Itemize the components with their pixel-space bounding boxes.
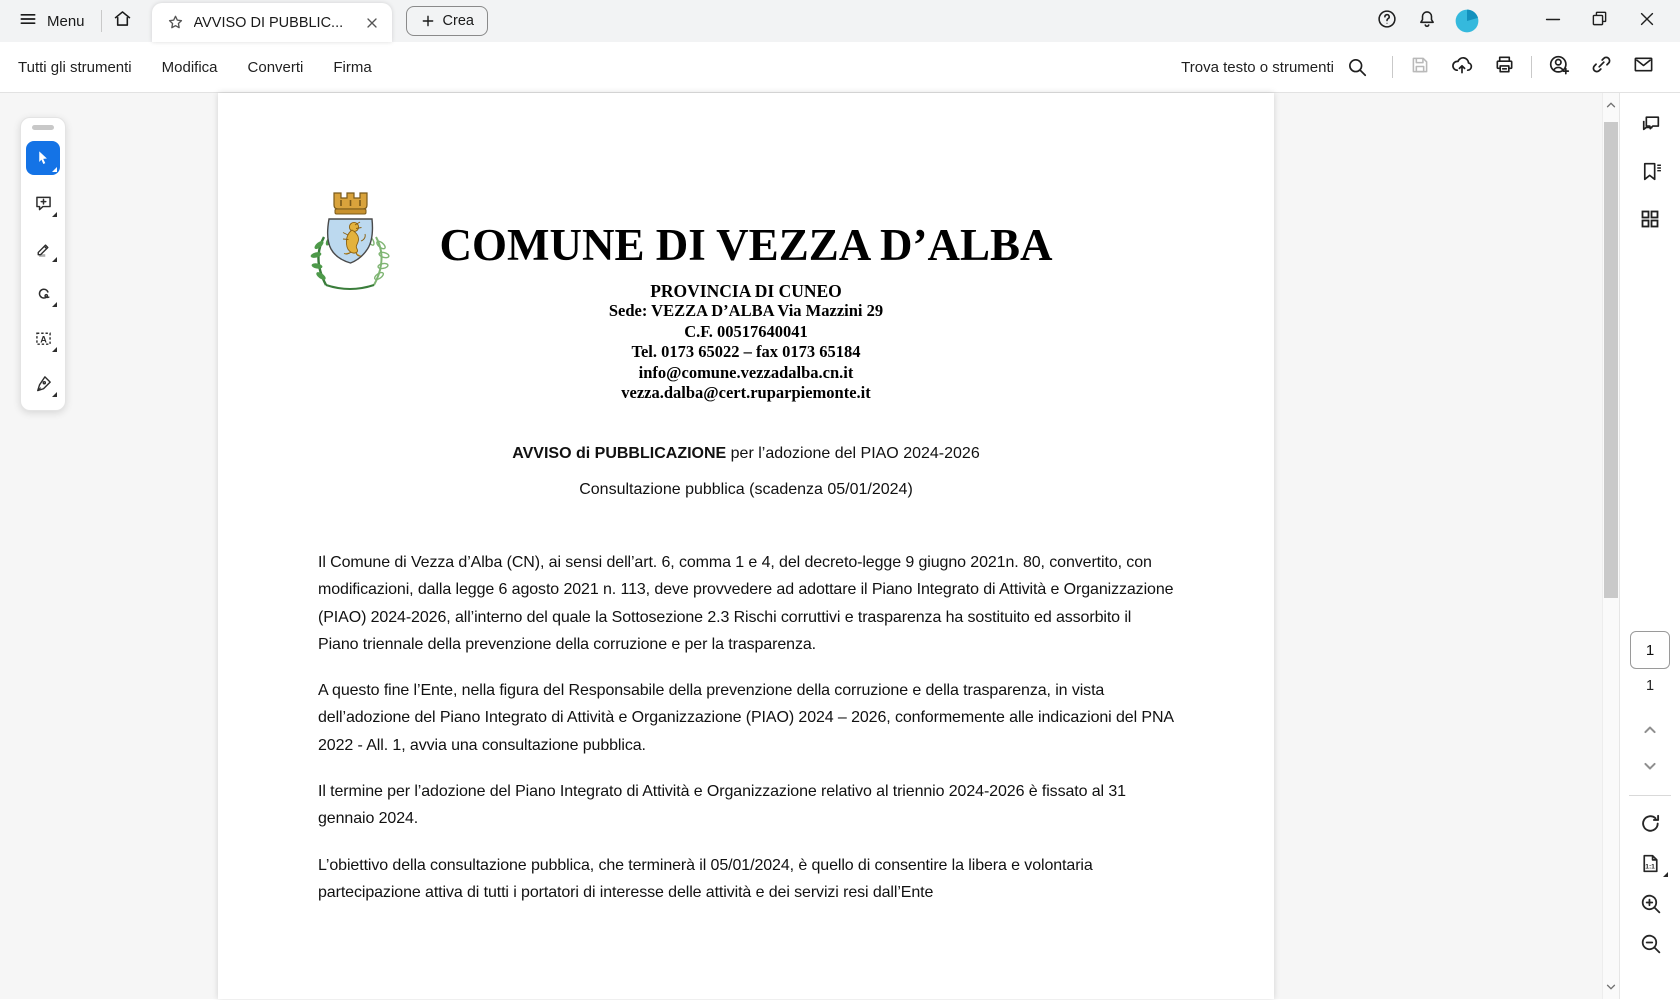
scrollbar-up-button[interactable]	[1603, 98, 1619, 112]
divider	[1629, 795, 1671, 796]
menu-label: Menu	[47, 12, 85, 30]
crea-button[interactable]	[406, 6, 488, 36]
org-fiscal-code: C.F. 00517640041	[684, 321, 808, 341]
document-body	[318, 549, 1174, 925]
page-total: 1	[1645, 678, 1655, 694]
subject-bold: AVVISO di PUBBLICAZIONE	[512, 445, 727, 462]
org-pec: vezza.dalba@cert.ruparpiemonte.it	[621, 383, 871, 403]
right-panel-rail	[1620, 93, 1680, 999]
zoom-out-button[interactable]	[1638, 931, 1663, 956]
tool-submenu-indicator	[1663, 872, 1668, 877]
tab-title: AVVISO DI PUBBLIC...	[193, 14, 344, 31]
menu-modifica[interactable]: Modifica	[161, 58, 218, 76]
window-minimize-button[interactable]	[1529, 8, 1576, 35]
mail-icon	[1632, 53, 1655, 81]
window-restore-button[interactable]	[1576, 8, 1623, 34]
link-icon	[1590, 53, 1613, 81]
quick-tools-palette	[20, 117, 66, 411]
crea-label: Crea	[442, 13, 474, 29]
menu-button[interactable]	[0, 9, 101, 33]
page-thumbnails-icon	[1638, 207, 1662, 236]
actual-size-button[interactable]	[1638, 851, 1663, 876]
document-tab[interactable]	[152, 3, 392, 42]
palette-drag-handle[interactable]	[32, 125, 54, 130]
minimize-icon	[1542, 8, 1564, 35]
bookmarks-panel-button[interactable]	[1635, 161, 1665, 187]
titlebar	[0, 0, 1680, 42]
home-button[interactable]	[102, 8, 144, 34]
rotate-page-button[interactable]	[1638, 811, 1663, 836]
search-icon	[1346, 56, 1368, 78]
print-icon	[1493, 53, 1516, 81]
window-close-button[interactable]	[1623, 9, 1670, 34]
highlight-tool-button[interactable]	[26, 231, 60, 265]
comments-panel-icon	[1638, 112, 1663, 142]
org-email: info@comune.vezzadalba.cn.it	[638, 362, 854, 382]
add-user-button[interactable]	[1538, 53, 1580, 82]
menu-tutti-gli-strumenti[interactable]: Tutti gli strumenti	[18, 58, 132, 76]
document-viewport	[0, 93, 1680, 999]
divider	[1531, 56, 1532, 78]
doc-paragraph: A questo fine l’Ente, nella figura del Responsabile della prevenzione della corruzione e della trasparenza, in vista dell’adozione del Piano Integrato di Attività e Organizzazione (PIAO) 2024 – 2026, conformemente alle indicazioni del PNA 2022 - All. 1, avvia una consultazione pubblica.	[318, 682, 1174, 754]
document-org-details	[218, 281, 1274, 403]
document-subtitle: Consultazione pubblica (scadenza 05/01/2024)	[579, 481, 913, 498]
notifications-button[interactable]	[1407, 8, 1447, 35]
restore-icon	[1589, 8, 1610, 34]
save-icon	[1409, 54, 1431, 81]
page-navigation	[1620, 631, 1680, 956]
scrollbar-thumb[interactable]	[1604, 122, 1618, 598]
tool-submenu-indicator	[52, 302, 57, 307]
document-org-name: COMUNE DI VEZZA D’ALBA	[439, 220, 1053, 270]
close-icon	[1637, 9, 1657, 34]
sign-tool-button[interactable]	[26, 366, 60, 400]
share-link-button[interactable]	[1580, 53, 1622, 81]
sign-pen-icon	[33, 373, 54, 394]
tool-submenu-indicator	[52, 212, 57, 217]
menu-firma[interactable]: Firma	[333, 58, 372, 76]
help-icon	[1376, 8, 1398, 35]
divider	[1392, 56, 1393, 78]
comments-panel-button[interactable]	[1635, 114, 1665, 140]
add-comment-tool-button[interactable]	[26, 186, 60, 220]
highlighter-icon	[33, 238, 54, 259]
cloud-upload-button[interactable]	[1441, 53, 1483, 82]
bookmarks-icon	[1638, 159, 1663, 189]
draw-scribble-icon	[33, 283, 54, 304]
vertical-scrollbar	[1602, 93, 1620, 999]
help-button[interactable]	[1367, 8, 1407, 35]
select-text-icon	[33, 328, 54, 349]
previous-page-button[interactable]	[1640, 720, 1660, 740]
email-button[interactable]	[1622, 53, 1664, 81]
page-thumbnails-button[interactable]	[1635, 208, 1665, 234]
account-avatar[interactable]	[1454, 8, 1480, 34]
add-comment-icon	[33, 193, 54, 214]
tool-submenu-indicator	[52, 167, 57, 172]
select-tool-button[interactable]	[26, 141, 60, 175]
tool-submenu-indicator	[52, 257, 57, 262]
add-user-icon	[1547, 53, 1571, 82]
cloud-upload-icon	[1450, 53, 1474, 82]
menu-converti[interactable]: Converti	[247, 58, 304, 76]
svg-text:1:1: 1:1	[1644, 863, 1655, 871]
subject-rest: per l’adozione del PIAO 2024-2026	[726, 445, 980, 462]
org-phone: Tel. 0173 65022 – fax 0173 65184	[631, 342, 861, 362]
svg-text:A: A	[39, 333, 47, 344]
doc-paragraph: L’obiettivo della consultazione pubblica, che terminerà il 05/01/2024, è quello di consentire la libera e volontaria partecipazione attiva di tutti i portatori di interesse delle attività e dei servizi resi dall’Ente	[318, 856, 1093, 901]
save-button[interactable]	[1399, 54, 1441, 81]
next-page-button[interactable]	[1640, 756, 1660, 776]
draw-tool-button[interactable]	[26, 276, 60, 310]
doc-paragraph: Il Comune di Vezza d’Alba (CN), ai sensi dell’art. 6, comma 1 e 4, del decreto-legge 9 giugno 2021n. 80, convertito, con modificazioni, dalla legge 6 agosto 2021 n. 113, deve provvedere ad adottare il Piano Integrato di Attività e Organizzazione (PIAO) 2024-2026, all’interno del quale la Sottosezione 2.3 Rischi corruttivi e trasparenza ha sostituito ed assorbito il Piano triennale della prevenzione della corruzione e per la trasparenza.	[318, 554, 1174, 653]
document-subject	[218, 445, 1274, 463]
org-address: Sede: VEZZA D’ALBA Via Mazzini 29	[608, 301, 884, 321]
find-label: Trova testo o strumenti	[1181, 58, 1334, 76]
zoom-in-button[interactable]	[1638, 891, 1663, 916]
plus-icon	[420, 13, 436, 29]
toolbar	[0, 42, 1680, 93]
tool-submenu-indicator	[52, 392, 57, 397]
doc-paragraph: Il termine per l’adozione del Piano Integrato di Attività e Organizzazione relativo al triennio 2024-2026 è fissato al 31 gennaio 2024.	[318, 783, 1126, 828]
scrollbar-down-button[interactable]	[1603, 980, 1619, 994]
org-province: PROVINCIA DI CUNEO	[650, 281, 842, 301]
select-cursor-icon	[33, 148, 53, 168]
home-icon	[112, 8, 133, 34]
page-number-input[interactable]: 1	[1630, 631, 1670, 669]
bell-icon	[1416, 8, 1438, 35]
hamburger-icon	[18, 9, 38, 33]
star-icon	[166, 13, 185, 32]
pdf-page	[218, 93, 1274, 999]
select-text-tool-button[interactable]	[26, 321, 60, 355]
tab-close-icon[interactable]	[364, 15, 380, 31]
tool-submenu-indicator	[52, 347, 57, 352]
find-text-button[interactable]	[1181, 56, 1368, 78]
print-button[interactable]	[1483, 53, 1525, 81]
